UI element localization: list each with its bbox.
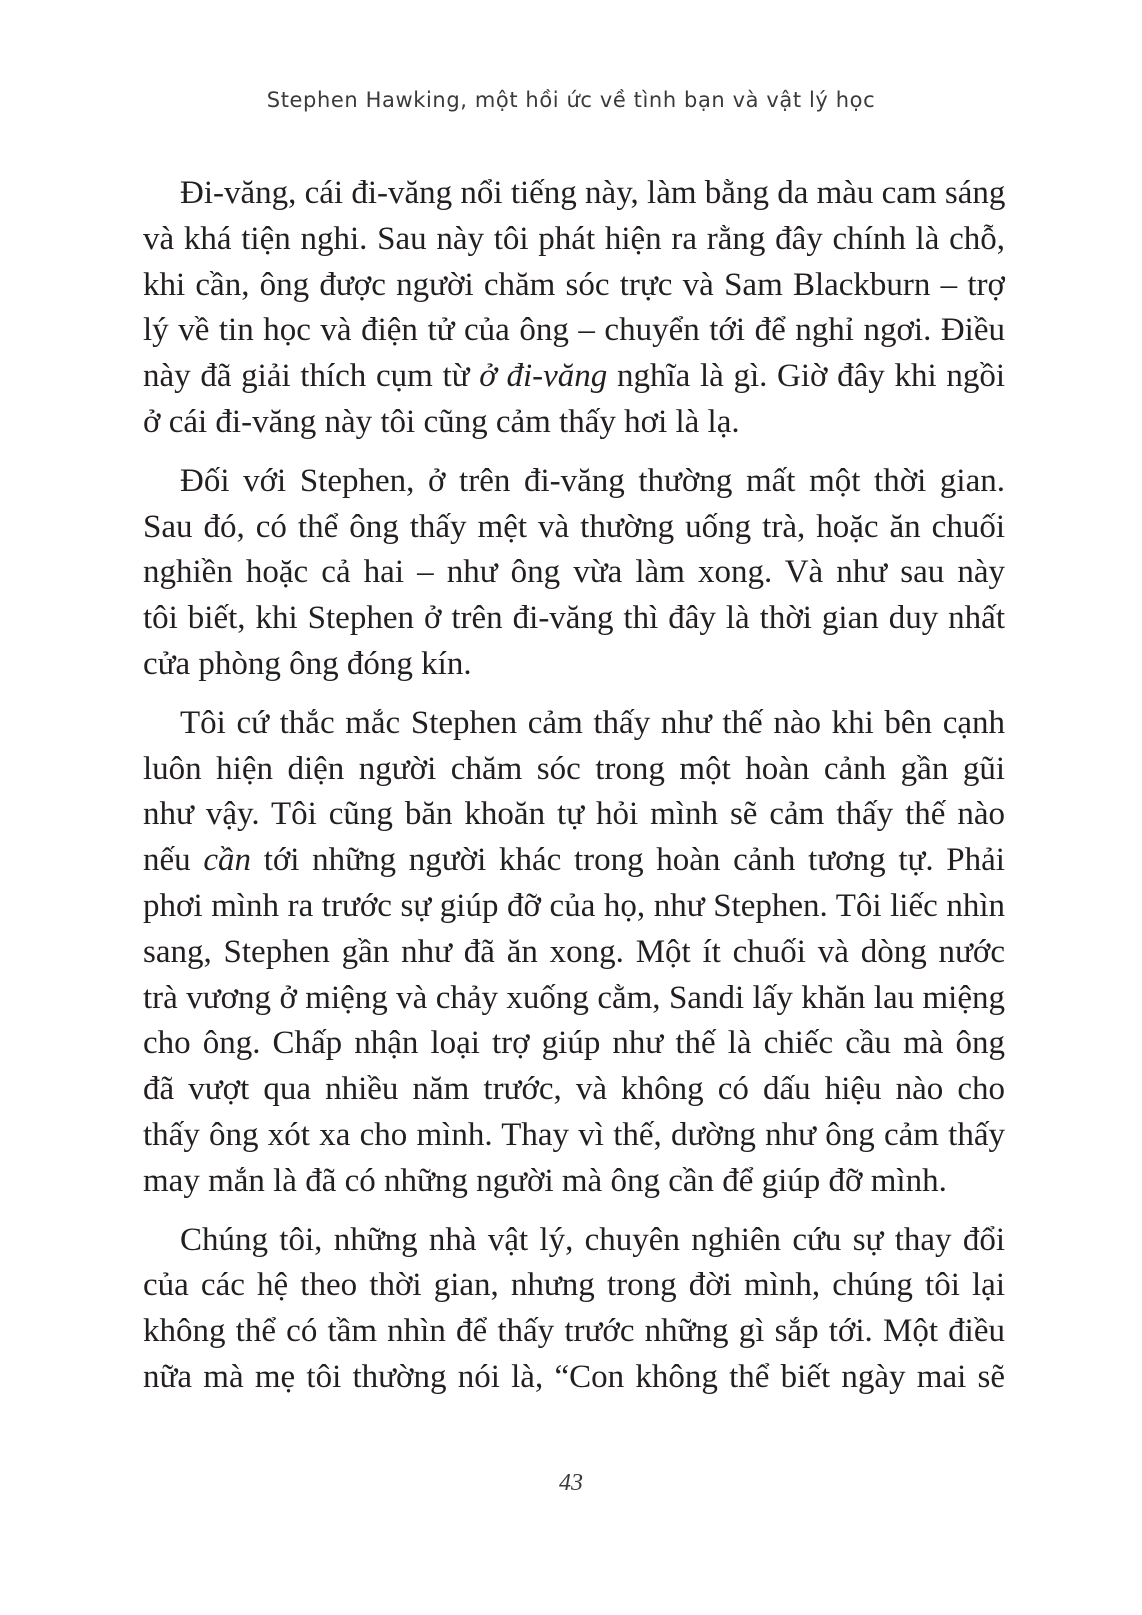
text-line: Chúng tôi, những nhà vật lý, chuyên nghiên cứu sự thay đổi	[180, 1221, 1005, 1258]
text-line: Sau đó, có thể ông thấy mệt và thường uống trà, hoặc ăn chuối	[143, 508, 1005, 545]
text-line: luôn hiện diện người chăm sóc trong một hoàn cảnh gần gũi	[143, 750, 1005, 787]
body-text	[143, 171, 1005, 1401]
paragraph	[143, 459, 1005, 688]
text-line: ở cái đi-văng này tôi cũng cảm thấy hơi là lạ.	[143, 403, 740, 440]
text-line: phơi mình ra trước sự giúp đỡ của họ, như Stephen. Tôi liếc nhìn	[143, 887, 1005, 924]
text-line: may mắn là đã có những người mà ông cần để giúp đỡ mình.	[143, 1162, 947, 1199]
text-line: Đối với Stephen, ở trên đi-văng thường mất một thời gian.	[180, 462, 1005, 499]
text-line: khi cần, ông được người chăm sóc trực và Sam Blackburn – trợ	[143, 266, 1005, 303]
running-header: Stephen Hawking, một hồi ức về tình bạn và vật lý học	[266, 88, 876, 112]
text-line: nữa mà mẹ tôi thường nói là, “Con không thể biết ngày mai sẽ	[143, 1358, 1005, 1395]
paragraph	[143, 171, 1005, 446]
italic-term: ở đi-văng	[479, 358, 608, 395]
text-line: đã vượt qua nhiều năm trước, và không có dấu hiệu nào cho	[143, 1071, 1005, 1108]
page-number: 43	[559, 1470, 583, 1496]
text-line: như vậy. Tôi cũng băn khoăn tự hỏi mình sẽ cảm thấy thế nào	[143, 796, 1005, 833]
text-run: tới những người khác trong hoàn cảnh tương tự. Phải	[251, 842, 1005, 879]
text-line: thấy ông xót xa cho mình. Thay vì thế, dường như ông cảm thấy	[143, 1116, 1005, 1153]
text-line: Tôi cứ thắc mắc Stephen cảm thấy như thế nào khi bên cạnh	[180, 704, 1005, 741]
text-line: Đi-văng, cái đi-văng nổi tiếng này, làm bằng da màu cam sáng	[180, 175, 1005, 211]
text-run: nếu	[143, 842, 204, 879]
text-line: của các hệ theo thời gian, nhưng trong đời mình, chúng tôi lại	[143, 1267, 1005, 1304]
text-run: này đã giải thích cụm từ	[143, 358, 480, 395]
text-line: tôi biết, khi Stephen ở trên đi-văng thì đây là thời gian duy nhất	[143, 600, 1005, 637]
text-line: trà vương ở miệng và chảy xuống cằm, Sandi lấy khăn lau miệng	[143, 979, 1005, 1016]
text-line	[143, 838, 1005, 884]
text-run: nghĩa là gì. Giờ đây khi ngồi	[607, 358, 1005, 395]
text-line: sang, Stephen gần như đã ăn xong. Một ít chuối và dòng nước	[143, 933, 1005, 970]
text-line: lý về tin học và điện tử của ông – chuyển tới để nghỉ ngơi. Điều	[143, 312, 1005, 349]
text-line: không thể có tầm nhìn để thấy trước những gì sắp tới. Một điều	[143, 1313, 1005, 1350]
paragraph	[143, 701, 1005, 1205]
text-line: cho ông. Chấp nhận loại trợ giúp như thế là chiếc cầu mà ông	[143, 1025, 1005, 1062]
text-line: nghiền hoặc cả hai – như ông vừa làm xong. Và như sau này	[143, 554, 1005, 591]
paragraph	[143, 1218, 1005, 1401]
text-line: cửa phòng ông đóng kín.	[143, 645, 472, 682]
text-line: và khá tiện nghi. Sau này tôi phát hiện ra rằng đây chính là chỗ,	[143, 220, 1005, 257]
italic-term: cần	[203, 842, 251, 879]
text-line	[143, 354, 1005, 400]
